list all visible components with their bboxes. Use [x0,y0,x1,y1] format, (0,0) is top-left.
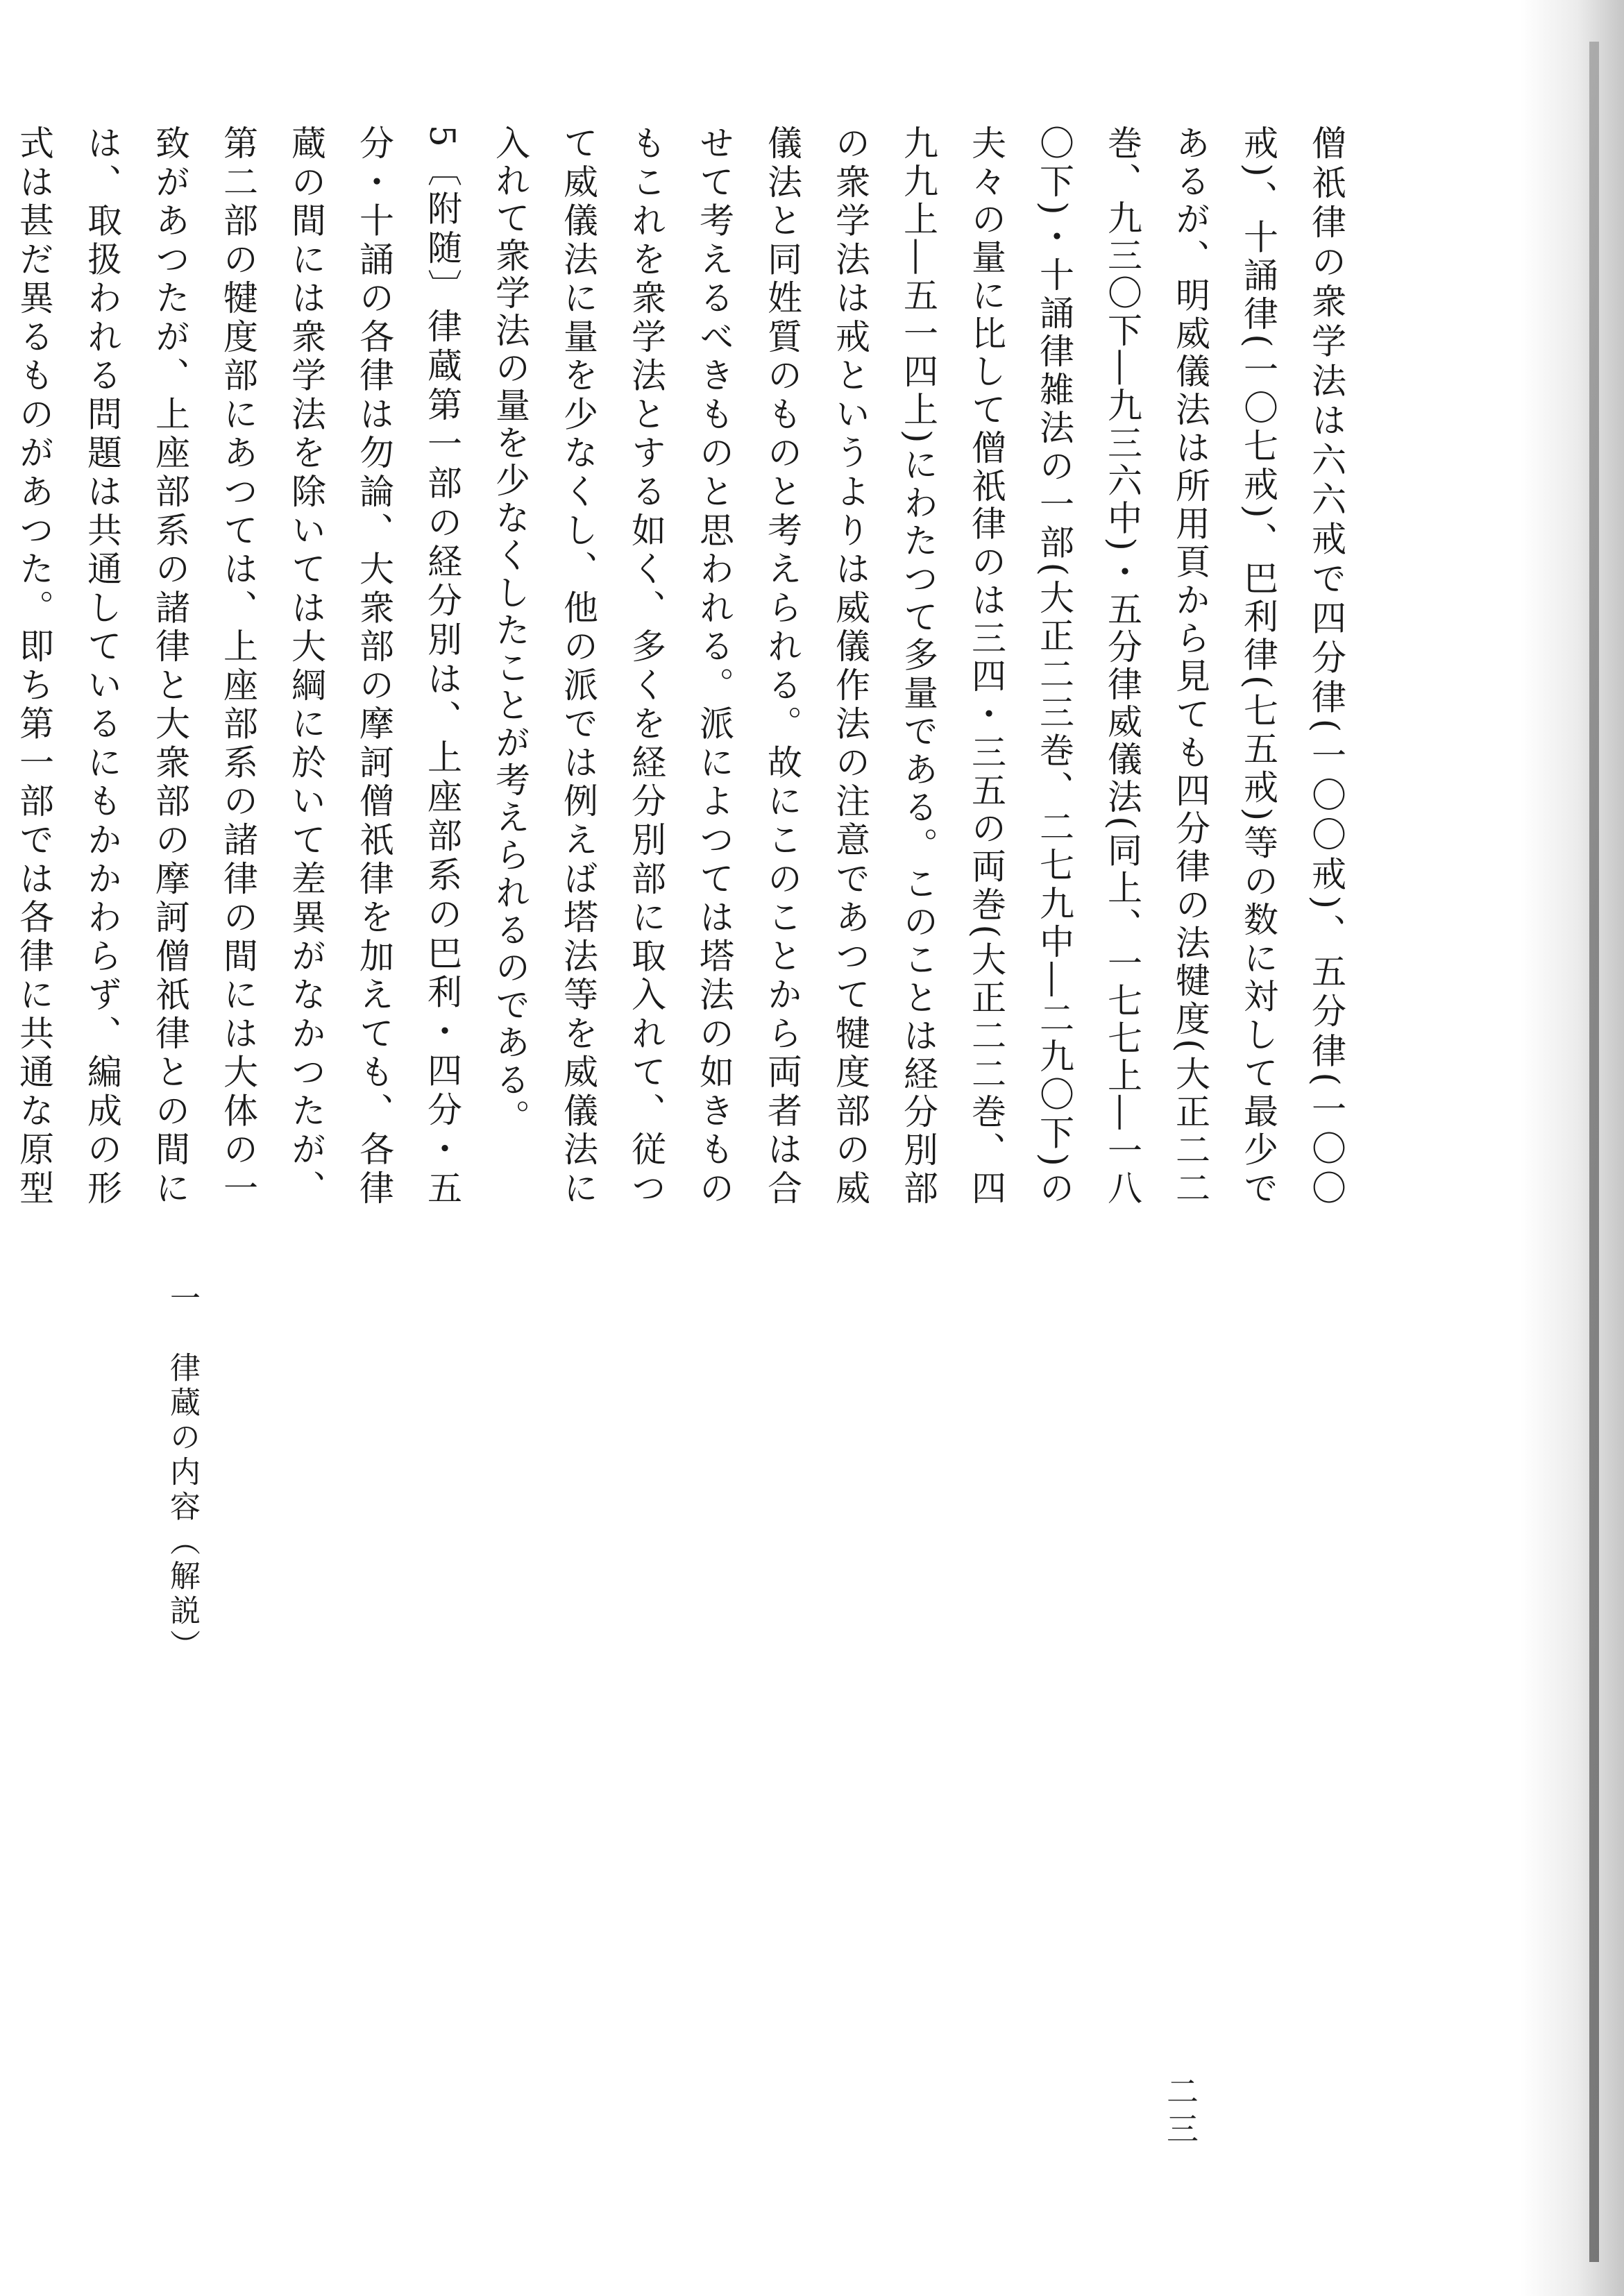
page-number: 二三 [1162,2075,1199,2150]
body-text [0,125,1360,1207]
paragraph-2: 5〔附随〕律蔵第一部の経分別は、上座部系の巴利・四分・五分・十誦の各律は勿論、大衆部の摩訶僧祇律を加えても、各律蔵の間には衆学法を除いては大綱に於いて差異がなかつたが、第二部の犍度部にあつては、上座部系の諸律の間には大体の一致があつたが、上座部系の諸律と大衆部の摩訶僧祇律との間には、取扱われる問題は共通しているにもかかわらず、編成の形式は甚だ異るものがあつた。即ち第一部では各律に共通な原型 [14,125,462,1208]
paragraph-1: 僧祇律の衆学法は六六戒で四分律(一〇〇戒)、五分律(一〇〇戒)、十誦律(一〇七戒)、巴利律(七五戒)等の数に対して最少であるが、明威儀法は所用頁から見ても四分律の法犍度(大正二二巻、九三〇下―九三六中)・五分律威儀法(同上、一七七上―一八〇下)・十誦律雑法の一部(大正二三巻、二七九中―二九〇下)の夫々の量に比して僧祇律のは三四・三五の両巻(大正二二巻、四九九上―五一四上)にわたつて多量である。このことは経分別部の衆学法は戒というよりは威儀作法の注意であつて犍度部の威儀法と同姓質のものと考えられる。故にこのことから両者は合せて考えるべきものと思われる。派によつては塔法の如きものもこれを衆学法とする如く、多くを経分別部に取入れて、従つて威儀法に量を少なくし、他の派では例えば塔法等を威儀法に入れて衆学法の量を少なくしたことが考えられるのである。 [490,125,1346,1208]
scan-edge-shadow [1520,0,1624,2296]
scan-edge-line [1589,42,1599,2262]
running-footer-title: 一 律蔵の内容（解説） [164,1282,200,1664]
